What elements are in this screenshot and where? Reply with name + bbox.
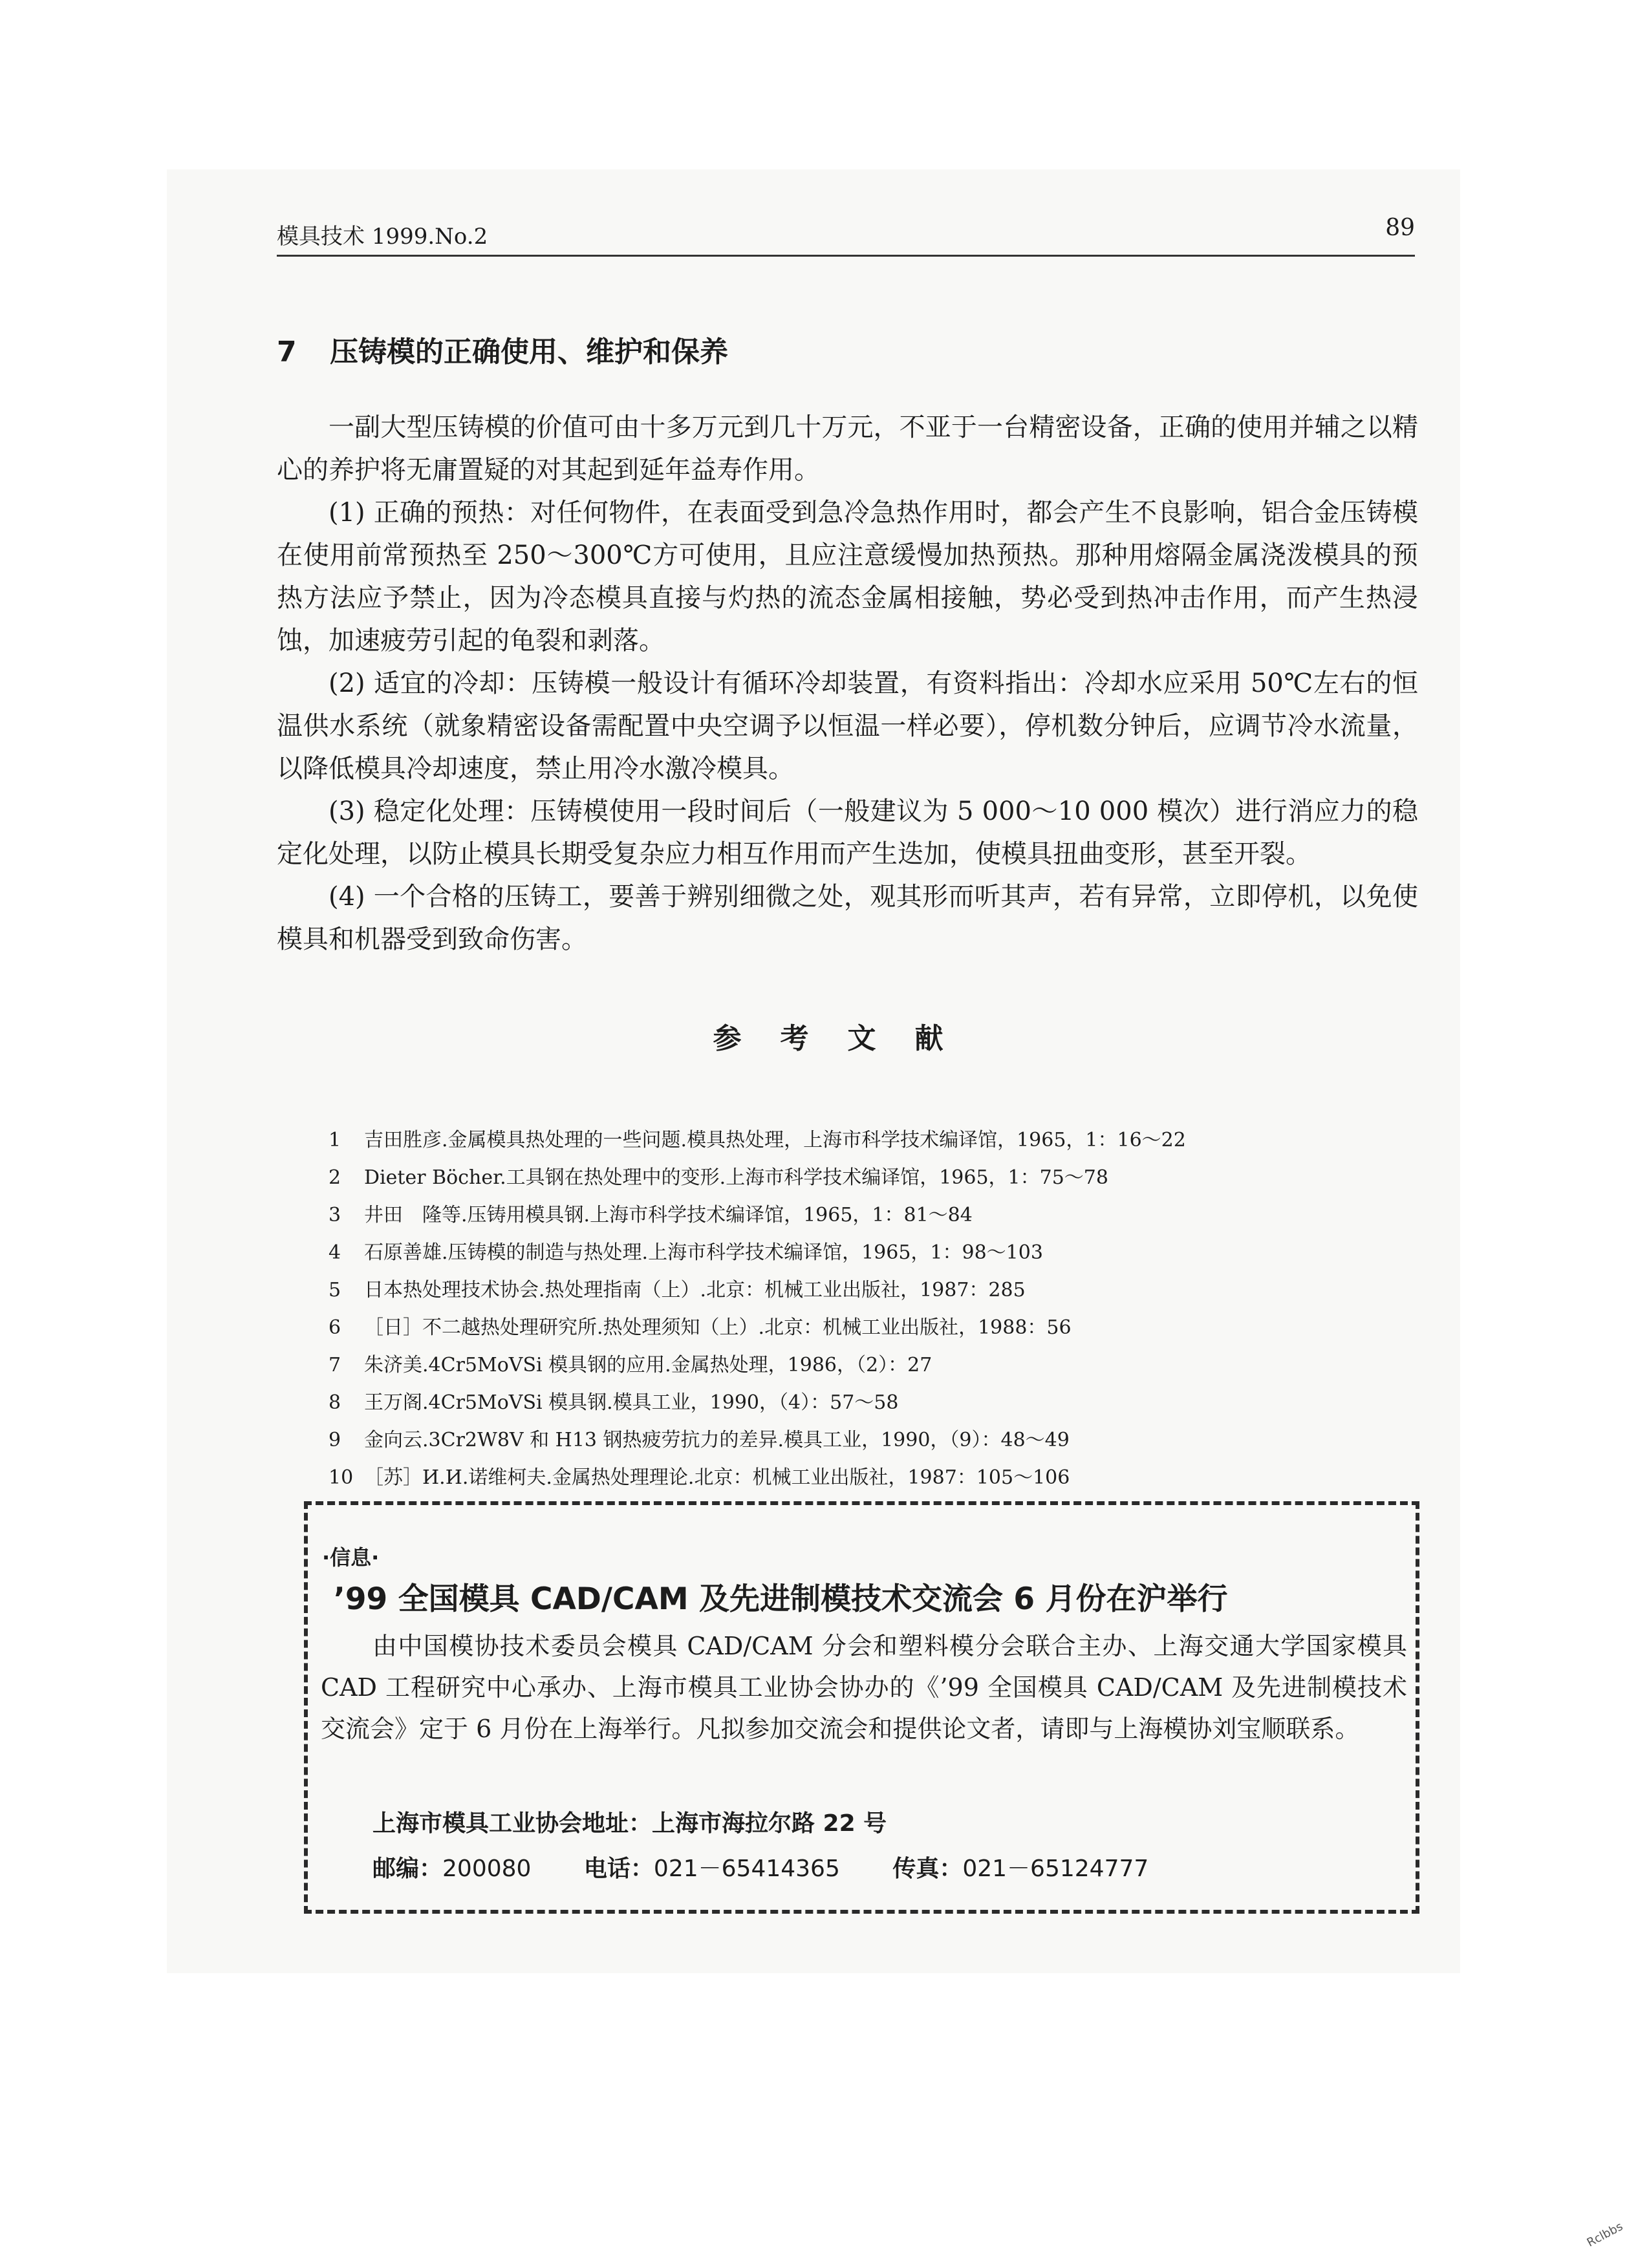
- reference-number: 7: [329, 1354, 341, 1376]
- contact-label: 传真：: [892, 1856, 963, 1882]
- reference-text: 吉田胜彦.金属模具热处理的一些问题.模具热处理，上海市科学技术编译馆，1965，1：16～22: [364, 1129, 1186, 1151]
- reference-text: ［苏］И.И.诺维柯夫.金属热处理理论.北京：机械工业出版社，1987：105～106: [364, 1466, 1070, 1489]
- page-number: 89: [1385, 215, 1415, 241]
- section-heading: [277, 328, 728, 370]
- reference-text: 日本热处理技术协会.热处理指南（上）.北京：机械工业出版社，1987：285: [364, 1279, 1026, 1301]
- reference-item: [329, 1459, 1428, 1497]
- reference-number: 5: [329, 1279, 341, 1301]
- body-paragraph: (2) 适宜的冷却：压铸模一般设计有循环冷却装置，有资料指出：冷却水应采用 50℃左右的恒温供水系统（就象精密设备需配置中央空调予以恒温一样必要），停机数分钟后，应调节冷水流量，以降低模具冷却速度，禁止用冷水激冷模具。: [277, 669, 1418, 784]
- contact-value: 021－65124777: [962, 1856, 1149, 1882]
- reference-text: 石原善雄.压铸模的制造与热处理.上海市科学技术编译馆，1965，1：98～103: [364, 1241, 1043, 1264]
- reference-number: 4: [329, 1241, 341, 1264]
- reference-number: 2: [329, 1166, 341, 1189]
- info-tag: ·信息·: [322, 1545, 380, 1570]
- watermark-text: Rclbbs: [1584, 2220, 1626, 2250]
- reference-text: ［日］不二越热处理研究所.热处理须知（上）.北京：机械工业出版社，1988：56: [364, 1316, 1072, 1339]
- reference-text: 王万阁.4Cr5MoVSi 模具钢.模具工业，1990，（4）：57～58: [364, 1391, 899, 1414]
- reference-text: Dieter Böcher.工具钢在热处理中的变形.上海市科学技术编译馆，1965，1：75～78: [364, 1166, 1108, 1189]
- reference-number: 8: [329, 1391, 341, 1414]
- contact-phone: [584, 1856, 840, 1882]
- contact-label: 电话：: [583, 1856, 654, 1882]
- body-paragraph: 一副大型压铸模的价值可由十多万元到几十万元，不亚于一台精密设备，正确的使用并辅之以精心的养护将无庸置疑的对其起到延年益寿作用。: [277, 412, 1418, 485]
- reference-item: [329, 1234, 1428, 1272]
- reference-item: [329, 1272, 1428, 1309]
- reference-number: 10: [329, 1466, 354, 1489]
- reference-list: [329, 1122, 1428, 1497]
- reference-number: 1: [329, 1129, 341, 1151]
- reference-number: 9: [329, 1429, 341, 1451]
- info-title: ’99 全国模具 CAD/CAM 及先进制模技术交流会 6 月份在沪举行: [334, 1581, 1228, 1617]
- contact-label: 邮编：: [372, 1856, 443, 1882]
- info-contacts: [372, 1850, 1194, 1883]
- body-paragraph: (1) 正确的预热：对任何物件，在表面受到急冷急热作用时，都会产生不良影响，铝合金压铸模在使用前常预热至 250～300℃方可使用，且应注意缓慢加热预热。那种用熔隔金属浇泼模具的预热方法应予禁止，因为冷态模具直接与灼热的流态金属相接触，势必受到热冲击作用，而产生热浸蚀，加速疲劳引起的龟裂和剥落。: [277, 498, 1418, 656]
- reference-text: 朱济美.4Cr5MoVSi 模具钢的应用.金属热处理，1986，（2）：27: [364, 1354, 932, 1376]
- reference-item: [329, 1122, 1428, 1159]
- running-header: [277, 215, 1415, 257]
- reference-item: [329, 1159, 1428, 1197]
- section-title-text: 压铸模的正确使用、维护和保养: [330, 336, 728, 369]
- section-number: 7: [277, 336, 297, 369]
- body-paragraph: (4) 一个合格的压铸工，要善于辨别细微之处，观其形而听其声，若有异常，立即停机，以免使模具和机器受到致命伤害。: [277, 882, 1418, 954]
- info-address: 上海市模具工业协会地址：上海市海拉尔路 22 号: [372, 1810, 887, 1837]
- info-announcement-box: [304, 1501, 1419, 1914]
- body-paragraph: (3) 稳定化处理：压铸模使用一段时间后（一般建议为 5 000～10 000 模次）进行消应力的稳定化处理，以防止模具长期受复杂应力相互作用而产生迭加，使模具扭曲变形，甚至开裂。: [277, 797, 1418, 869]
- contact-value: 200080: [442, 1856, 532, 1882]
- reference-item: [329, 1309, 1428, 1347]
- contact-fax: [892, 1856, 1148, 1882]
- section-body: [277, 406, 1418, 961]
- contact-value: 021－65414365: [653, 1856, 840, 1882]
- reference-item: [329, 1422, 1428, 1459]
- reference-number: 3: [329, 1204, 341, 1226]
- contact-postcode: [372, 1856, 531, 1882]
- reference-item: [329, 1347, 1428, 1384]
- reference-item: [329, 1384, 1428, 1422]
- reference-text: 井田 隆等.压铸用模具钢.上海市科学技术编译馆，1965，1：81～84: [364, 1204, 973, 1226]
- info-body: 由中国模协技术委员会模具 CAD/CAM 分会和塑料模分会联合主办、上海交通大学国家模具 CAD 工程研究中心承办、上海市模具工业协会协办的《’99 全国模具 CAD/CAM 及先进制模技术交流会》定于 6 月份在上海举行。凡拟参加交流会和提供论文者，请即与上海模协刘宝顺联系。: [321, 1632, 1407, 1743]
- reference-text: 金向云.3Cr2W8V 和 H13 钢热疲劳抗力的差异.模具工业，1990，（9）：48～49: [364, 1429, 1070, 1451]
- journal-citation: 模具技术 1999.No.2: [277, 224, 488, 250]
- reference-number: 6: [329, 1316, 341, 1339]
- references-heading: 参考文献: [713, 1022, 982, 1055]
- reference-item: [329, 1197, 1428, 1234]
